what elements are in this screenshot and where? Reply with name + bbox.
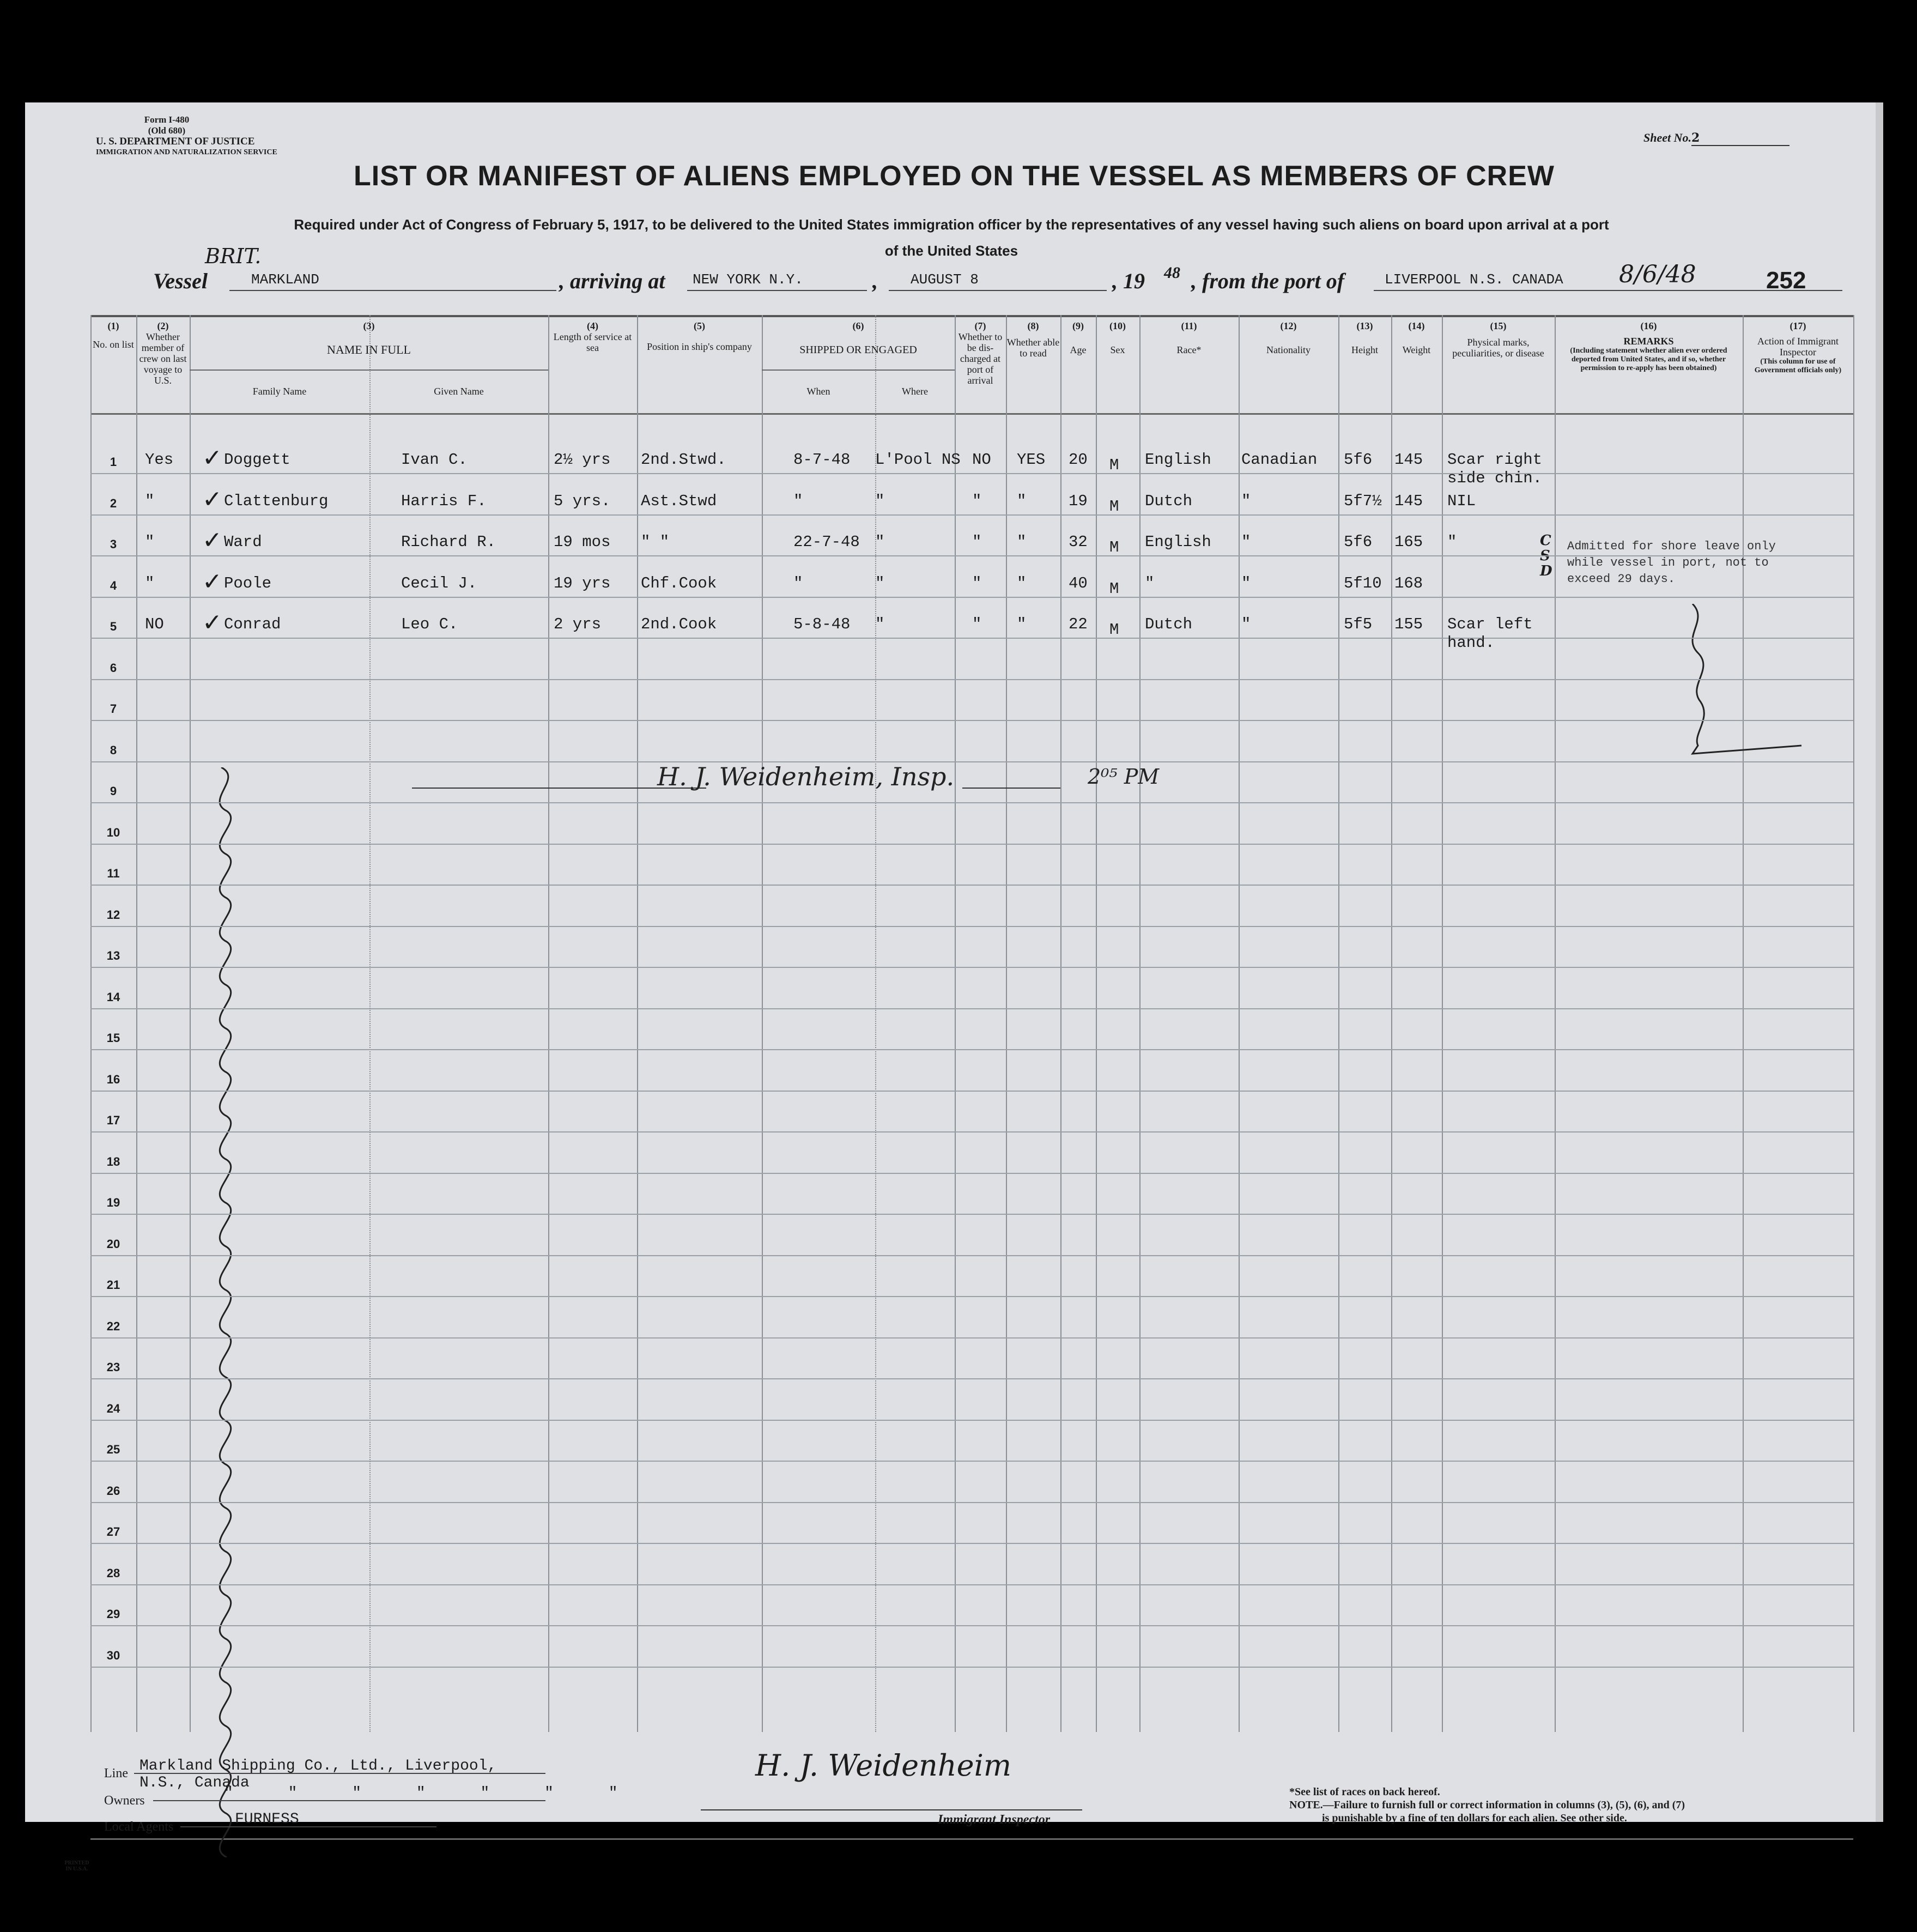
crew-last-voyage: " — [145, 533, 155, 551]
crew-nationality: Canadian — [1241, 451, 1318, 469]
table-row-rule — [90, 844, 1853, 845]
crew-service: 5 yrs. — [554, 492, 611, 510]
crew-last-voyage: " — [145, 574, 155, 592]
remarks-text: Admitted for shore leave only while vessel in port, not to exceed 29 days. — [1567, 540, 1776, 586]
service-name: IMMIGRATION AND NATURALIZATION SERVICE — [96, 148, 277, 156]
crew-marks: Scar right — [1447, 451, 1543, 469]
crew-marks: NIL — [1447, 492, 1476, 510]
column-header-name: (3) NAME IN FULL — [327, 320, 411, 356]
vessel-handwritten-note: BRIT. — [205, 244, 262, 268]
crew-given: Richard R. — [401, 533, 496, 551]
crew-read: " — [1017, 574, 1027, 592]
crew-race: Dutch — [1145, 492, 1193, 510]
crew-when: " — [793, 492, 803, 510]
row-number: 28 — [106, 1566, 120, 1580]
table-row-rule — [90, 597, 1853, 598]
owners: " " " " " " " — [224, 1785, 618, 1802]
crew-when: 8-7-48 — [793, 451, 851, 469]
column-header-no: (1) No. on list — [93, 320, 134, 350]
handwritten-date: 8/6/48 — [1619, 261, 1696, 288]
crew-read: YES — [1017, 451, 1046, 469]
departure-port: LIVERPOOL N.S. CANADA — [1385, 271, 1563, 288]
column-header-read: (8) Whether able to read — [1006, 320, 1060, 359]
crew-given: Cecil J. — [401, 574, 477, 592]
form-identifier — [96, 114, 314, 158]
table-row-rule — [90, 1049, 1853, 1050]
check-mark-icon: ✓ — [202, 485, 222, 513]
crew-where: " — [875, 615, 885, 633]
table-row-rule — [90, 1173, 1853, 1174]
row-number: 2 — [110, 496, 117, 510]
column-header-race: (11) Race* — [1176, 320, 1202, 355]
crew-discharged: " — [972, 615, 982, 633]
crew-age: 19 — [1069, 492, 1088, 510]
column-header-given-name: Given Name — [434, 386, 484, 397]
crew-age: 40 — [1069, 574, 1088, 592]
crew-last-voyage: " — [145, 492, 155, 510]
crew-position: Chf.Cook — [641, 574, 717, 592]
table-row-rule — [90, 1420, 1853, 1421]
crew-race: Dutch — [1145, 615, 1193, 633]
crew-age: 32 — [1069, 533, 1088, 551]
arrival-port: NEW YORK N.Y. — [693, 271, 803, 288]
crew-service: 19 mos — [554, 533, 611, 551]
table-row-rule — [90, 1214, 1853, 1215]
row-number: 30 — [106, 1648, 120, 1662]
table-row-rule — [90, 473, 1853, 474]
column-header-inspector-action: (17) Action of Immigrant Inspector (This column for use of Government officials only) — [1754, 320, 1842, 374]
remarks-handwritten-letters: C S D — [1540, 532, 1552, 579]
crew-given: Leo C. — [401, 615, 458, 633]
crew-where: L'Pool NS — [875, 451, 961, 469]
form-number: Form I-480 — [144, 114, 190, 125]
row-number: 8 — [110, 743, 117, 757]
column-header-position: (5) Position in ship's company — [647, 320, 752, 352]
crew-sex: M — [1109, 538, 1119, 556]
crew-age: 22 — [1069, 615, 1088, 633]
crew-position: " " — [641, 533, 670, 551]
local-agents: FURNESS — [235, 1811, 299, 1828]
vessel-line: Vessel BRIT. MARKLAND , arriving at NEW YORK N.Y. , AUGUST 8 , 19 48 , from the port of LIVERPOOL N.S. CANADA 8/6/48 252 — [153, 266, 1842, 299]
column-header-service: (4) Length of service at sea — [553, 320, 632, 353]
table-row-rule — [90, 1378, 1853, 1379]
table-row-rule — [90, 1502, 1853, 1503]
crew-height: 5f10 — [1344, 574, 1382, 592]
row-number: 26 — [106, 1483, 120, 1498]
crew-table — [90, 315, 1853, 1732]
crew-service: 2 yrs — [554, 615, 602, 633]
footer-note: *See list of races on back hereof. NOTE.—Failure to furnish full or correct information in columns (3), (5), (6), and (7) is punishable by a fine of ten dollars for each alien. See other side. — [1289, 1786, 1685, 1824]
table-row-rule — [90, 679, 1853, 680]
check-mark-icon: ✓ — [202, 609, 222, 637]
shipping-line: Markland Shipping Co., Ltd., Liverpool, N.S., Canada — [139, 1758, 497, 1791]
table-row-rule — [90, 638, 1853, 639]
crew-marks: Scar left — [1447, 615, 1533, 633]
row-number: 25 — [106, 1443, 120, 1456]
crew-discharged: NO — [972, 451, 991, 469]
table-row-rule — [90, 1667, 1853, 1668]
crew-read: " — [1017, 533, 1027, 551]
table-row-rule — [90, 1625, 1853, 1626]
row-number: 18 — [106, 1154, 120, 1168]
crew-sex: M — [1109, 579, 1119, 598]
crew-given: Ivan C. — [401, 451, 468, 469]
table-row-rule — [90, 1543, 1853, 1544]
page-title: LIST OR MANIFEST OF ALIENS EMPLOYED ON THE VESSEL AS MEMBERS OF CREW — [354, 160, 1555, 192]
column-header-nationality: (12) Nationality — [1266, 320, 1311, 355]
crew-position: 2nd.Stwd. — [641, 451, 726, 469]
row-number: 5 — [110, 620, 117, 633]
crew-discharged: " — [972, 492, 982, 510]
row-number: 11 — [107, 867, 120, 880]
column-header-weight: (14) Weight — [1402, 320, 1431, 355]
column-header-shipped: (6) SHIPPED OR ENGAGED — [799, 320, 917, 356]
crew-read: " — [1017, 492, 1027, 510]
row-number: 15 — [106, 1031, 120, 1045]
crew-last-voyage: NO — [145, 615, 164, 633]
page-subtitle: Required under Act of Congress of February 5, 1917, to be delivered to the United States immigration officer by the representatives of any vessel having such aliens on board upon arrival at a port of the United States — [294, 216, 1609, 259]
old-form-number: (Old 680) — [148, 125, 186, 136]
table-row-rule — [90, 802, 1853, 803]
arrival-year: 48 — [1164, 264, 1180, 282]
signature-time: 2⁰⁵ PM — [1088, 765, 1160, 789]
table-row-rule — [90, 1337, 1853, 1339]
crew-when: " — [793, 574, 803, 592]
column-header-last-voyage: (2) Whether member of crew on last voyage to U.S. — [139, 320, 187, 386]
crew-nationality: " — [1241, 574, 1251, 592]
column-header-family-name: Family Name — [252, 386, 307, 397]
crew-given: Harris F. — [401, 492, 487, 510]
column-header-discharged: (7) Whether to be dis-charged at port of arrival — [958, 320, 1003, 386]
crew-discharged: " — [972, 574, 982, 592]
crew-height: 5f6 — [1344, 533, 1373, 551]
row-number: 16 — [106, 1072, 120, 1086]
crew-when: 5-8-48 — [793, 615, 851, 633]
crew-marks-line2: side chin. — [1447, 469, 1543, 487]
column-header-sex: (10) Sex — [1109, 320, 1126, 355]
column-header-height: (13) Height — [1351, 320, 1378, 355]
crew-weight: 145 — [1394, 492, 1423, 510]
table-row-rule — [90, 1296, 1853, 1297]
crew-family: Conrad — [224, 615, 281, 633]
table-row-rule — [90, 720, 1853, 721]
crew-weight: 145 — [1394, 451, 1423, 469]
crew-nationality: " — [1241, 533, 1251, 551]
crew-discharged: " — [972, 533, 982, 551]
row-number: 10 — [106, 825, 120, 839]
row-number: 3 — [110, 537, 117, 551]
table-row-rule — [90, 555, 1853, 556]
vessel-name: MARKLAND — [251, 271, 319, 288]
row-number: 12 — [106, 907, 120, 922]
row-number: 17 — [106, 1113, 120, 1127]
inspector-signature-row: H. J. Weidenheim, Insp. — [657, 762, 955, 791]
table-row-rule — [90, 967, 1853, 968]
table-row-rule — [90, 1091, 1853, 1092]
footer-fields: Line Markland Shipping Co., Ltd., Liverpool, N.S., Canada Owners " " " " " " " Local Agents FURNESS — [104, 1758, 618, 1834]
crew-where: " — [875, 533, 885, 551]
crew-last-voyage: Yes — [145, 451, 174, 469]
crew-height: 5f5 — [1344, 615, 1373, 633]
table-row-rule — [90, 514, 1853, 516]
cancel-line — [962, 788, 1060, 789]
row-number: 21 — [106, 1278, 120, 1292]
crew-sex: M — [1109, 621, 1119, 639]
crew-family: Poole — [224, 574, 272, 592]
crew-where: " — [875, 492, 885, 510]
row-number: 27 — [106, 1525, 120, 1539]
crew-weight: 155 — [1394, 615, 1423, 633]
department-name: U. S. DEPARTMENT OF JUSTICE — [96, 136, 255, 147]
table-row-rule — [90, 761, 1853, 762]
column-header-physical-marks: (15) Physical marks, peculiarities, or disease — [1452, 320, 1544, 359]
crew-race: English — [1145, 533, 1211, 551]
crew-position: Ast.Stwd — [641, 492, 717, 510]
crew-weight: 168 — [1394, 574, 1423, 592]
column-header-remarks: (16) REMARKS (Including statement whether alien ever ordered deported from United States, and if so, whether permission to re-apply has been obtained) — [1570, 320, 1727, 372]
inspector-label: Immigrant Inspector — [938, 1813, 1051, 1827]
row-number: 24 — [106, 1401, 120, 1415]
crew-family: Clattenburg — [224, 492, 329, 510]
arrival-date: AUGUST 8 — [911, 271, 979, 288]
row-number: 23 — [106, 1360, 120, 1374]
row-number: 13 — [106, 949, 120, 962]
check-mark-icon: ✓ — [202, 444, 222, 472]
check-mark-icon: ✓ — [202, 567, 222, 596]
printer-mark: PRINTED IN U.S.A. — [64, 1860, 89, 1872]
table-row-rule — [90, 1131, 1853, 1132]
crew-service: 2½ yrs — [554, 451, 611, 469]
immigrant-inspector-signature: H. J. Weidenheim — [755, 1748, 1012, 1783]
crew-nationality: " — [1241, 492, 1251, 510]
row-number: 6 — [110, 661, 117, 675]
table-row-rule — [90, 885, 1853, 886]
row-number: 29 — [106, 1607, 120, 1621]
row-number: 7 — [110, 702, 117, 716]
crew-read: " — [1017, 615, 1027, 633]
sheet-number: Sheet No.2 — [1643, 131, 1789, 146]
wavy-line-mark — [210, 767, 308, 1857]
crew-nationality: " — [1241, 615, 1251, 633]
table-row-rule — [90, 926, 1853, 927]
row-number: 19 — [106, 1196, 120, 1209]
crew-where: " — [875, 574, 885, 592]
check-mark-icon: ✓ — [202, 526, 222, 554]
crew-age: 20 — [1069, 451, 1088, 469]
crew-family: Ward — [224, 533, 262, 551]
stamp-number: 252 — [1766, 267, 1806, 294]
row-number: 9 — [110, 784, 117, 798]
manifest-sheet — [25, 102, 1883, 1872]
table-row-rule — [90, 1461, 1853, 1462]
crew-marks: " — [1447, 533, 1457, 551]
row-number: 1 — [110, 455, 117, 469]
column-header-where: Where — [902, 386, 928, 397]
row-number: 22 — [106, 1319, 120, 1333]
table-row-rule — [90, 1255, 1853, 1256]
row-number: 14 — [106, 990, 120, 1004]
crew-family: Doggett — [224, 451, 290, 469]
remarks-bracket-mark — [1687, 604, 1812, 762]
crew-marks-line2: hand. — [1447, 634, 1495, 652]
row-number: 20 — [106, 1237, 120, 1251]
crew-service: 19 yrs — [554, 574, 611, 592]
row-number: 4 — [110, 578, 117, 592]
table-row-rule — [90, 1584, 1853, 1585]
crew-sex: M — [1109, 497, 1119, 516]
crew-weight: 165 — [1394, 533, 1423, 551]
crew-height: 5f7½ — [1344, 492, 1382, 510]
column-header-when: When — [806, 386, 830, 397]
crew-sex: M — [1109, 456, 1119, 474]
crew-race: " — [1145, 574, 1155, 592]
column-header-age: (9) Age — [1070, 320, 1087, 355]
crew-height: 5f6 — [1344, 451, 1373, 469]
table-row-rule — [90, 1008, 1853, 1009]
crew-position: 2nd.Cook — [641, 615, 717, 633]
crew-when: 22-7-48 — [793, 533, 860, 551]
crew-race: English — [1145, 451, 1211, 469]
